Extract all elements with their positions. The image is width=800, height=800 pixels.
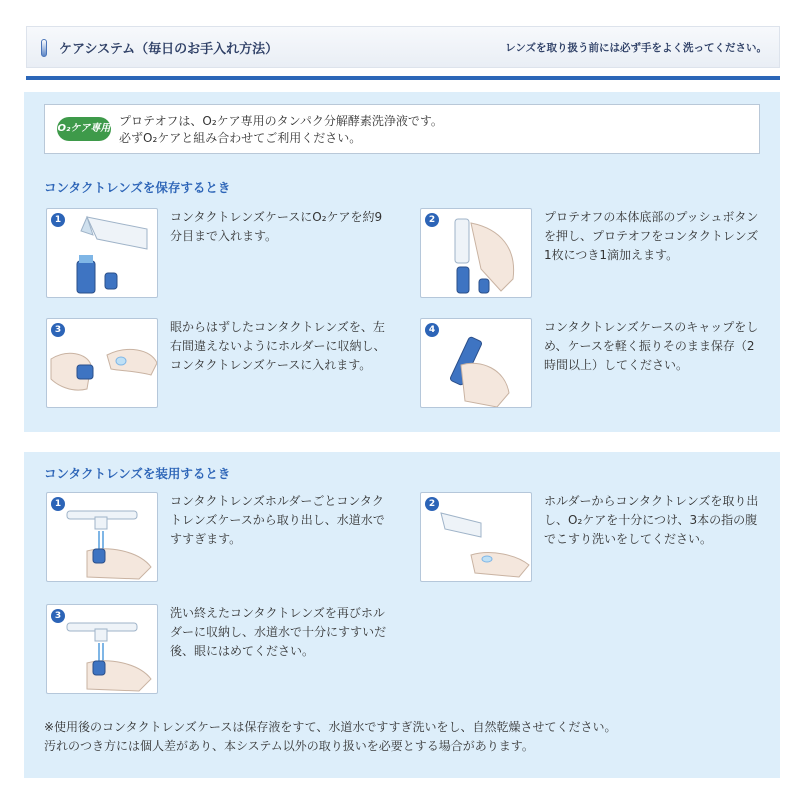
wearing-step [46,604,406,696]
step-number: 4 [425,323,439,337]
step-illustration [46,492,158,582]
step-number: 1 [51,497,65,511]
step-illustration [420,492,532,582]
storage-panel [24,92,780,432]
step-text: プロテオフの本体底部のプッシュボタンを押し、プロテオフをコンタクトレンズ1枚につき1滴加えます。 [544,210,759,262]
step-number: 2 [425,497,439,511]
step-number: 1 [51,213,65,227]
step-text: 眼からはずしたコンタクトレンズを、左右間違えないようにホルダーに収納し、コンタクトレンズケースに入れます。 [170,320,386,372]
step-illustration [420,318,532,408]
hand-wash-note: レンズを取り扱う前には必ず手をよく洗ってください。 [505,42,767,54]
step-text: ホルダーからコンタクトレンズを取り出し、O₂ケアを十分につけ、3本の指の腹でこすり洗いをしてください。 [544,494,759,546]
page-header [26,26,780,68]
wearing-heading: コンタクトレンズを装用するとき [44,466,231,481]
step-number: 3 [51,323,65,337]
step-text: 洗い終えたコンタクトレンズを再びホルダーに収納し、水道水で十分にすすいだ後、眼にはめてください。 [170,606,387,658]
header-divider [26,76,780,80]
step-number: 2 [425,213,439,227]
notice-line-1: プロテオフは、O₂ケア専用のタンパク分解酵素洗浄液です。 [119,114,443,128]
product-notice [44,104,760,154]
step-text: コンタクトレンズホルダーごとコンタクトレンズケースから取り出し、水道水ですすぎます。 [170,494,385,546]
bookmark-icon [41,39,47,57]
storage-step [46,208,406,300]
storage-step [420,208,780,300]
step-illustration [46,208,158,298]
step-illustration [420,208,532,298]
page-title: ケアシステム（毎日のお手入れ方法） [59,42,279,57]
storage-heading: コンタクトレンズを保存するとき [44,180,231,195]
wearing-panel [24,452,780,778]
wearing-step [420,492,780,584]
notice-text [119,113,443,147]
notice-line-2: 必ずO₂ケアと組み合わせてご利用ください。 [119,131,362,145]
step-text: コンタクトレンズケースのキャップをしめ、ケースを軽く振りそのまま保存（2時間以上）してください。 [544,320,759,372]
step-illustration [46,318,158,408]
o2care-logo: O₂ケア専用 [57,117,111,141]
footnote-line-2: 汚れのつき方には個人差があり、本システム以外の取り扱いを必要とする場合があります。 [44,739,534,753]
storage-step [420,318,780,410]
storage-step [46,318,406,410]
footnote-line-1: ※使用後のコンタクトレンズケースは保存液をすて、水道水ですすぎ洗いをし、自然乾燥させてください。 [44,720,617,734]
step-number: 3 [51,609,65,623]
step-text: コンタクトレンズケースにO₂ケアを約9分目まで入れます。 [170,210,383,243]
wearing-step [46,492,406,584]
step-illustration [46,604,158,694]
footnote [44,718,764,756]
